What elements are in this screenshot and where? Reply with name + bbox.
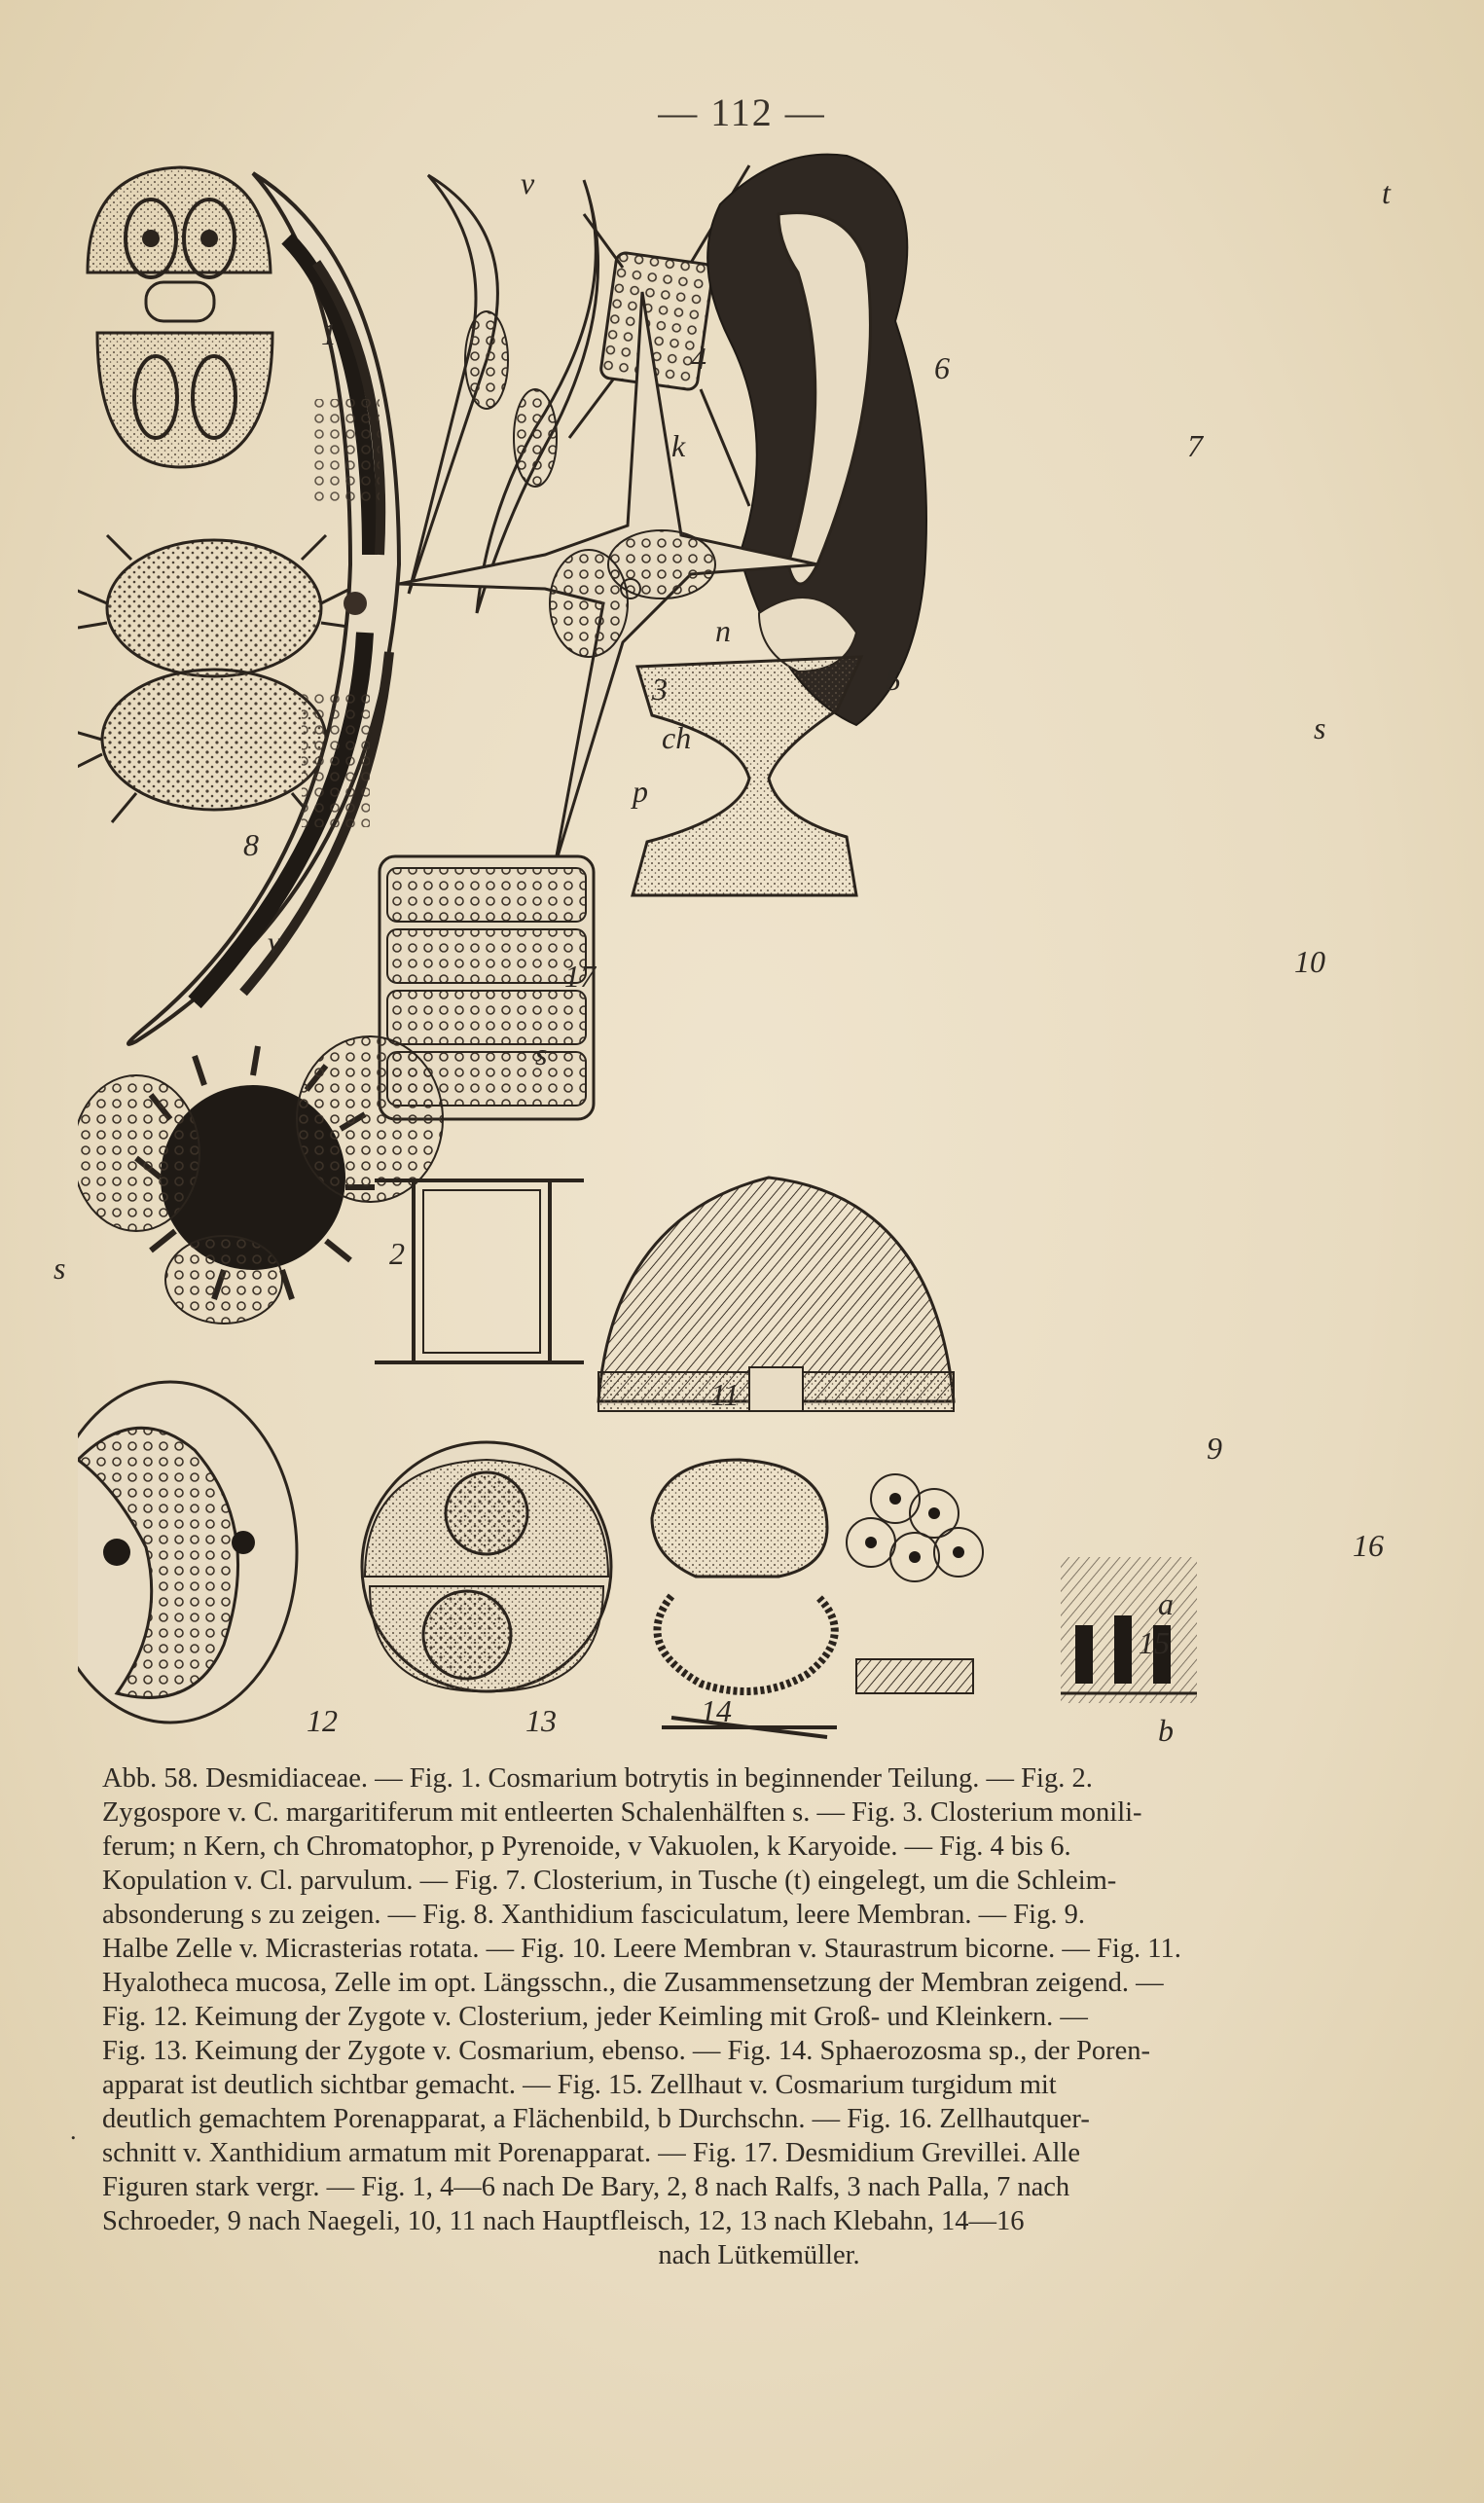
figure-number-2: 2 (389, 1236, 405, 1271)
caption-line: schnitt v. Xanthidium armatum mit Porenapparat. — Fig. 17. Desmidium Grevillei. Alle (102, 2138, 1081, 2168)
label-t: t (1382, 175, 1391, 210)
label-s-fig2-left: s (54, 1251, 66, 1286)
figure-number-1: 1 (321, 316, 337, 351)
label-b-fig15: b (1158, 1713, 1174, 1748)
figure-12-zygote-closterium (78, 1382, 297, 1723)
figure-number-5: 5 (886, 662, 901, 697)
caption-line: Kopulation v. Cl. parvulum. — Fig. 7. Closterium, in Tusche (t) eingelegt, um die Schleim- (102, 1866, 1117, 1896)
caption-line: Zygospore v. C. margaritiferum mit entleerten Schalenhälften s. — Fig. 3. Closterium monili- (102, 1797, 1142, 1828)
figure-number-14: 14 (701, 1693, 732, 1728)
figure-caption (102, 1761, 1416, 2272)
figure-16-xanthidium-armatum (1061, 1557, 1197, 1703)
figure-1-cosmarium (88, 167, 272, 467)
margin-mark: . (70, 2117, 77, 2145)
caption-line: apparat ist deutlich sichtbar gemacht. — Fig. 15. Zellhaut v. Cosmarium turgidum mit (102, 2070, 1057, 2100)
caption-line: nach Lütkemüller. (658, 2240, 860, 2270)
label-p: p (633, 774, 648, 809)
page-number: — 112 — (658, 91, 826, 134)
figure-15-cosmarium-turgidum (847, 1474, 983, 1693)
figure-plate (54, 146, 1421, 1752)
caption-line: Halbe Zelle v. Micrasterias rotata. — Fig. 10. Leere Membran v. Staurastrum bicorne. — Fig. 11. (102, 1934, 1181, 1964)
caption-line: Schroeder, 9 nach Naegeli, 10, 11 nach Hauptfleisch, 12, 13 nach Klebahn, 14—16 (102, 2206, 1025, 2236)
caption-line: Figuren stark vergr. — Fig. 1, 4—6 nach De Bary, 2, 8 nach Ralfs, 3 nach Palla, 7 nach (102, 2172, 1070, 2202)
label-v-top: v (521, 165, 535, 200)
figure-11-hyalotheca (375, 1180, 584, 1362)
figure-number-3: 3 (652, 671, 668, 707)
figure-number-7: 7 (1187, 428, 1203, 463)
figure-number-16: 16 (1353, 1528, 1384, 1563)
caption-line: ferum; n Kern, ch Chromatophor, p Pyrenoide, v Vakuolen, k Karyoide. — Fig. 4 bis 6. (102, 1832, 1071, 1862)
label-k: k (671, 428, 686, 463)
caption-line: absonderung s zu zeigen. — Fig. 8. Xanthidium fasciculatum, leere Membran. — Fig. 9. (102, 1900, 1085, 1930)
figure-number-6: 6 (934, 350, 950, 385)
figure-number-12: 12 (307, 1703, 338, 1738)
caption-line: Hyalotheca mucosa, Zelle im opt. Längsschn., die Zusammensetzung der Membran zeigend. — (102, 1968, 1164, 1998)
figure-number-10: 10 (1294, 944, 1325, 979)
label-a-fig15: a (1158, 1586, 1174, 1621)
figure-9-micrasterias (598, 1178, 954, 1411)
figure-number-4: 4 (691, 341, 706, 376)
figure-number-8: 8 (243, 827, 259, 862)
figure-number-9: 9 (1207, 1431, 1222, 1466)
caption-line: deutlich gemachtem Porenapparat, a Flächenbild, b Durchschn. — Fig. 16. Zellhautquer- (102, 2104, 1090, 2134)
caption-line: Fig. 12. Keimung der Zygote v. Closterium, jeder Keimling mit Groß- und Kleinkern. — (102, 2002, 1088, 2032)
label-n: n (715, 613, 731, 648)
figure-number-17: 17 (564, 959, 596, 994)
label-s-fig2-right: s (535, 1036, 548, 1071)
figure-7-closterium-tusche (707, 155, 926, 725)
caption-line: Fig. 13. Keimung der Zygote v. Cosmarium, ebenso. — Fig. 14. Sphaerozosma sp., der Poren- (102, 2036, 1151, 2066)
figure-13-zygote-cosmarium (362, 1442, 611, 1691)
figure-14-sphaerozosma (652, 1460, 837, 1737)
label-v-bottom: v (268, 925, 282, 960)
label-s-fig7: s (1314, 710, 1326, 745)
figure-number-11: 11 (710, 1377, 740, 1412)
caption-line: Abb. 58. Desmidiaceae. — Fig. 1. Cosmarium botrytis in beginnender Teilung. — Fig. 2. (102, 1763, 1093, 1794)
figure-number-15: 15 (1139, 1625, 1170, 1660)
figure-number-13: 13 (525, 1703, 557, 1738)
label-ch: ch (662, 720, 692, 755)
